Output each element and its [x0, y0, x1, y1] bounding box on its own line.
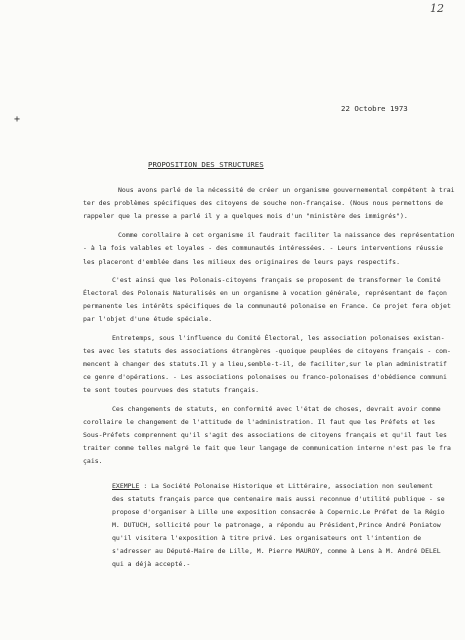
example-line-2: des statuts français parce que centenaire mais aussi reconnue d'utilité publique - se: [112, 495, 445, 503]
example-line-1-text: : La Société Polonaise Historique et Littéraire, association non seulement: [139, 482, 433, 490]
paragraph-2-line-1: Comme corollaire à cet organisme il faudrait faciliter la naissance des représentation: [118, 231, 455, 239]
paragraph-4-line-5: te sont toutes pourvues des statuts français.: [83, 386, 260, 394]
example-line-7: qui a déjà accepté.-: [112, 560, 191, 568]
example-line-4: M. DUTUCH, sollicité pour le patronage, a répondu au Président,Prince André Poniatow: [112, 521, 441, 529]
paragraph-5-line-3: Sous-Préfets comprennent qu'il s'agit des associations de citoyens français et qu'il faut les: [83, 431, 447, 439]
paragraph-1-line-1: Nous avons parlé de la nécessité de créer un organisme gouvernemental compétent à trai: [118, 186, 455, 194]
margin-mark: +: [14, 114, 21, 125]
paragraph-2-line-3: les placeront d'emblée dans les milieux des originaires de leurs pays respectifs.: [83, 258, 400, 266]
paragraph-1-line-3: rappeler que la presse a parlé il y a quelques mois d'un "ministère des immigrés").: [83, 212, 408, 220]
example-line-5: qu'il visitera l'exposition à titre privé. Les organisateurs ont l'intention de: [112, 534, 422, 542]
example-label: EXEMPLE: [112, 482, 140, 490]
document-title: PROPOSITION DES STRUCTURES: [148, 160, 264, 169]
paragraph-5-line-5: çais.: [83, 457, 103, 465]
example-line-3: propose d'organiser à Lille une exposition consacrée à Copernic.Le Préfet de la Régio: [112, 508, 445, 516]
paragraph-4-line-1: Entretemps, sous l'influence du Comité Électoral, les association polonaises existan-: [112, 334, 445, 342]
paragraph-3-line-1: C'est ainsi que les Polonais-citoyens français se proposent de transformer le Comité: [112, 276, 441, 284]
paragraph-3-line-2: Électoral des Polonais Naturalisés en un organisme à vocation générale, représentant de façon: [83, 289, 447, 297]
paragraph-5-line-2: corollaire le changement de l'attitude de l'administration. Il faut que les Préfets et les: [83, 418, 436, 426]
document-date: 22 Octobre 1973: [341, 104, 408, 113]
paragraph-1-line-2: ter des problèmes spécifiques des citoyens de souche non-française. (Nous nous permettons de: [83, 199, 444, 207]
paragraph-5-line-1: Ces changements de statuts, en conformité avec l'état de choses, devrait avoir comme: [112, 405, 441, 413]
page-number: 12: [430, 2, 444, 15]
example-line-1: [112, 481, 433, 491]
paragraph-4-line-4: ce genre d'opérations. - Les associations polonaises ou franco-polonaises d'obédience communi: [83, 373, 447, 381]
paragraph-4-line-2: tes avec les statuts des associations étrangères -quoique peuplées de citoyens français - com-: [83, 347, 451, 355]
paragraph-3-line-3: permanente les intérêts spécifiques de la communauté polonaise en France. Ce projet fera objet: [83, 302, 451, 310]
paragraph-5-line-4: traiter comme telles malgré le fait que leur langage de communication interne n'est pas le fra: [83, 444, 451, 452]
paragraph-4-line-3: mencent à changer des statuts.Il y a lieu,semble-t-il, de faciliter,sur le plan administratif: [83, 360, 447, 368]
paragraph-2-line-2: - à la fois valables et loyales - des communautés intéressées. - Leurs interventions réussie: [83, 244, 444, 252]
example-line-6: s'adresser au Député-Maire de Lille, M. Pierre MAUROY, comme à Lens à M. André DELEL: [112, 547, 441, 555]
paragraph-3-line-4: par l'objet d'une étude spéciale.: [83, 315, 213, 323]
